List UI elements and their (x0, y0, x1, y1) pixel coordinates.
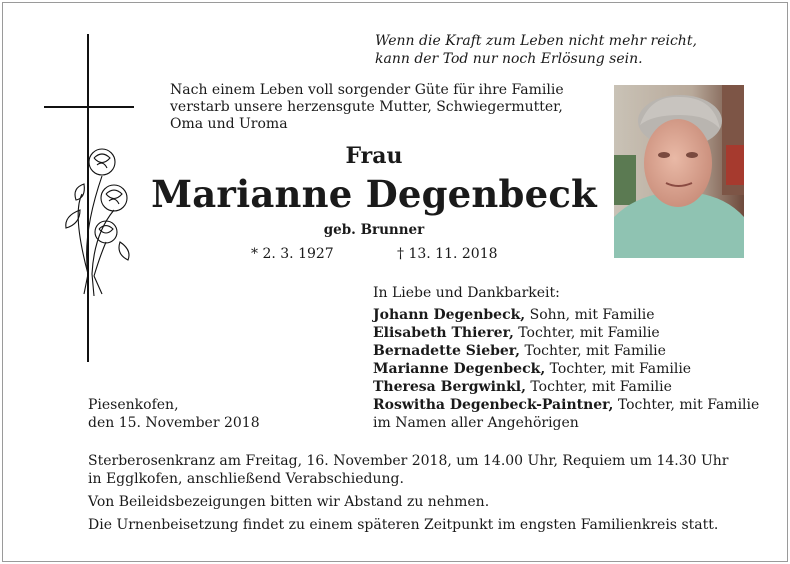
salutation: Frau (345, 143, 403, 169)
maiden-name: geb. Brunner (323, 222, 425, 238)
mourner-name: Theresa Bergwinkl, (373, 379, 526, 395)
mourner-name: Bernadette Sieber, (373, 343, 521, 359)
portrait-photo (614, 85, 744, 258)
mourners-list (373, 306, 759, 432)
intro-line: verstarb unsere herzensgute Mutter, Schwiegermutter, (170, 99, 563, 115)
place-line: Piesenkofen, (88, 397, 179, 413)
mourner-relation: Tochter, mit Familie (617, 397, 760, 413)
intro-line: Nach einem Leben voll sorgender Güte für ihre Familie (170, 82, 564, 98)
list-item (373, 342, 759, 360)
date-line: den 15. November 2018 (88, 415, 260, 431)
intro-line: Oma und Uroma (170, 116, 288, 132)
place-date (88, 396, 260, 432)
mourner-name: Johann Degenbeck, (373, 307, 526, 323)
mourner-name: Elisabeth Thierer, (373, 325, 514, 341)
mourner-name: Roswitha Degenbeck-Paintner, (373, 397, 614, 413)
deceased-name: Marianne Degenbeck (151, 172, 597, 216)
note-line: Sterberosenkranz am Freitag, 16. November 2018, um 14.00 Uhr, Requiem um 14.30 Uhr (88, 453, 729, 469)
burial-note: Die Urnenbeisetzung findet zu einem späteren Zeitpunkt im engsten Familienkreis statt. (88, 517, 719, 533)
death-date: † 13. 11. 2018 (397, 246, 498, 262)
verse (375, 32, 697, 68)
intro-text (170, 82, 564, 133)
rosary-requiem-note (88, 452, 729, 488)
list-item (373, 324, 759, 342)
verse-line: kann der Tod nur noch Erlösung sein. (375, 51, 643, 67)
mourner-relation: Sohn, mit Familie (529, 307, 655, 323)
note-line: in Egglkofen, anschließend Verabschiedung. (88, 471, 404, 487)
list-item (373, 378, 759, 396)
mourner-relation: Tochter, mit Familie (524, 343, 666, 359)
mourners-closing: im Namen aller Angehörigen (373, 415, 579, 431)
thanks-heading: In Liebe und Dankbarkeit: (373, 285, 560, 301)
verse-line: Wenn die Kraft zum Leben nicht mehr reicht, (375, 33, 697, 49)
mourner-relation: Tochter, mit Familie (530, 379, 672, 395)
list-item (373, 360, 759, 378)
birth-date: * 2. 3. 1927 (251, 246, 334, 262)
service-notes (88, 452, 729, 539)
mourner-name: Marianne Degenbeck, (373, 361, 546, 377)
list-item (373, 306, 759, 324)
condolence-note: Von Beileidsbezeigungen bitten wir Abstand zu nehmen. (88, 494, 490, 510)
mourner-relation: Tochter, mit Familie (518, 325, 660, 341)
list-item (373, 396, 759, 414)
mourner-relation: Tochter, mit Familie (549, 361, 692, 377)
